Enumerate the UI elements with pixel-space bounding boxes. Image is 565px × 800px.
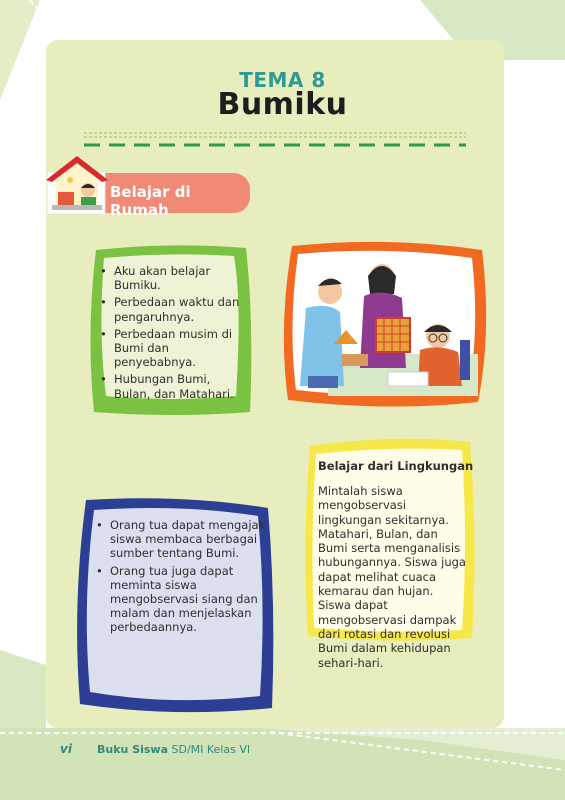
book-title [97, 743, 250, 756]
side-decoration-left [0, 650, 46, 728]
book-title-rest: SD/MI Kelas VI [168, 743, 251, 756]
book-title-bold: Buku Siswa [97, 743, 169, 756]
page-number: vi [60, 742, 72, 756]
list-item: • Aku akan belajar Bumiku. [100, 264, 240, 292]
list-item: • Orang tua juga dapat meminta siswa mengobservasi siang dan malam dan menjelaskan perbedaannya. [96, 564, 268, 635]
environment-card-body: Mintalah siswa mengobservasi lingkungan sekitarnya. Matahari, Bulan, dan Bumi serta menganalisis hubungannya. Siswa juga dapat melihat cuaca kemarau dan hujan. Siswa dapat mengobservasi dampak dari rotasi dan revolusi Bumi dalam kehidupan sehari-hari. [318, 484, 466, 670]
section-ribbon [88, 173, 250, 219]
environment-card-heading: Belajar dari Lingkungan [318, 459, 474, 473]
page-title: Bumiku [217, 87, 348, 122]
family-study-illustration [278, 236, 492, 412]
list-item: • Hubungan Bumi, Bulan, dan Matahari. [100, 372, 240, 400]
home-learning-icon [44, 150, 110, 216]
list-item: • Perbedaan waktu dan pengaruhnya. [100, 295, 240, 323]
list-item: • Perbedaan musim di Bumi dan penyebabnya. [100, 327, 240, 370]
theme-label: TEMA 8 [239, 68, 326, 92]
list-item: • Orang tua dapat mengajak siswa membaca berbagai sumber tentang Bumi. [96, 518, 268, 561]
parent-guidance-list [96, 518, 268, 638]
section-label: Belajar di Rumah [110, 183, 191, 219]
title-divider [84, 130, 466, 150]
learning-topics-list [100, 264, 240, 404]
